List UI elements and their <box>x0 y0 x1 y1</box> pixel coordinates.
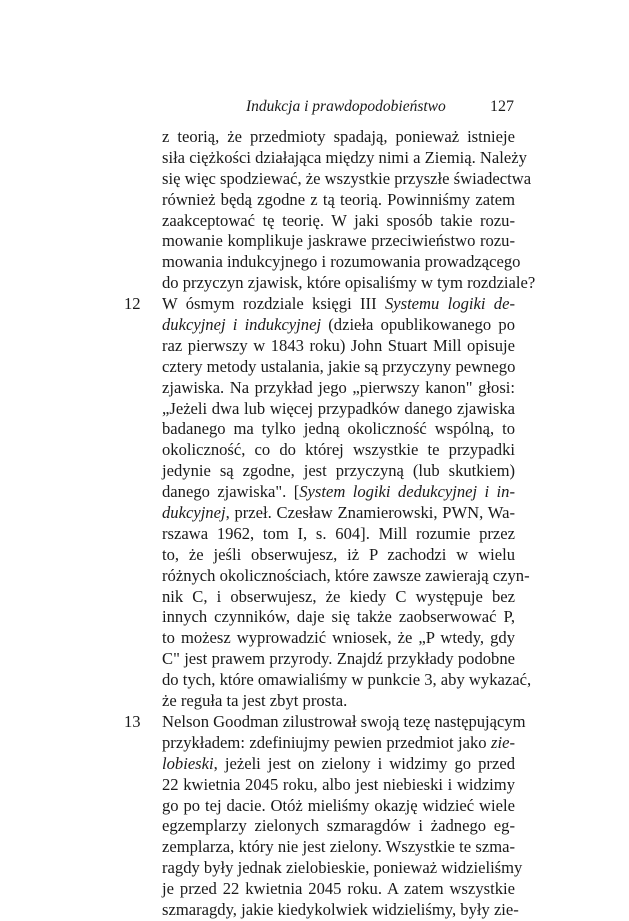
text-line <box>162 754 515 775</box>
text-line <box>162 482 515 503</box>
text-line <box>162 190 515 211</box>
text-run: je przed 22 kwietnia 2045 roku. A zatem wszystkie <box>162 879 515 899</box>
text-line <box>162 252 521 273</box>
text-line <box>162 147 527 169</box>
text-run: go po tej dacie. Otóż mieliśmy okazję widzieć wiele <box>162 795 515 815</box>
text-line <box>162 879 515 900</box>
text-run: mowanie komplikuje jaskrawe przeciwieństwo rozu- <box>162 231 515 251</box>
text-line <box>162 503 515 524</box>
text-line <box>162 649 515 670</box>
text-run: „Jeżeli dwa lub więcej przypadków danego zjawiska <box>162 398 515 418</box>
italic-text: lobieski <box>162 753 214 773</box>
text-run: również będą zgodne z tą teorią. Powinniśmy zatem <box>162 189 515 209</box>
text-line <box>162 899 519 921</box>
text-run: szmaragdy, jakie kiedykolwiek widzieliśmy, były zie- <box>162 899 519 919</box>
running-head <box>162 98 514 122</box>
running-title: Indukcja i prawdopodobieństwo <box>246 98 446 115</box>
text-run: okoliczność, co do której wszystkie te przypadki <box>162 440 515 460</box>
text-run: C" jest prawem przyrody. Znajdź przykłady podobne <box>162 649 515 669</box>
text-line <box>162 796 515 817</box>
text-run: ragdy były jednak zielobieskie, ponieważ widzieliśmy <box>162 858 523 878</box>
text-run: zaakceptować tę teorię. W jaki sposób takie rozu- <box>162 210 515 230</box>
italic-text: Systemu logiki de- <box>384 294 515 314</box>
text-line <box>162 837 515 858</box>
text-run: danego zjawiska". [ <box>162 482 300 502</box>
text-line <box>162 524 515 545</box>
text-line <box>162 127 515 148</box>
text-line <box>162 545 515 566</box>
text-run: egzemplarzy zielonych szmaragdów i żadnego eg- <box>162 816 515 836</box>
text-line <box>162 168 532 190</box>
text-run: nik C, i obserwujesz, że kiedy C występuje bez <box>162 586 515 606</box>
note-number: 12 <box>124 294 141 314</box>
text-run: , przeł. Czesław Znamierowski, PWN, Wa- <box>225 503 515 523</box>
text-line <box>162 378 515 399</box>
text-line <box>162 816 515 837</box>
text-line <box>162 775 515 796</box>
page-number: 127 <box>490 98 514 115</box>
text-run: rszawa 1962, tom I, s. 604]. Mill rozumie przez <box>162 523 515 543</box>
numbered-note-13 <box>124 711 526 921</box>
italic-text: zie- <box>491 732 515 752</box>
text-line <box>162 858 523 879</box>
text-line <box>162 399 515 420</box>
text-run: różnych okolicznościach, które zawsze zawierają czyn- <box>162 565 530 585</box>
text-run: 22 kwietnia 2045 roku, albo jest niebieski i widzimy <box>162 774 515 794</box>
text-line <box>162 711 526 733</box>
text-line <box>162 273 536 294</box>
text-run: Nelson Goodman zilustrował swoją tezę następującym <box>162 711 526 731</box>
text-run: W ósmym rozdziale księgi III <box>162 294 385 314</box>
text-line <box>162 670 532 691</box>
text-line <box>162 565 530 587</box>
text-run: to możesz wyprowadzić wniosek, że „P wtedy, gdy <box>162 628 515 648</box>
text-line <box>162 419 515 440</box>
text-line <box>162 336 515 357</box>
text-run: jedynie są zgodne, jest przyczyną (lub skutkiem) <box>162 461 515 481</box>
text-line <box>162 461 515 482</box>
text-line <box>162 440 515 461</box>
text-line <box>162 357 515 378</box>
text-run: do tych, które omawialiśmy w punkcie 3, aby wykazać, <box>162 670 532 690</box>
text-run: raz pierwszy w 1843 roku) John Stuart Mill opisuje <box>162 335 515 355</box>
text-run: do przyczyn zjawisk, które opisaliśmy w tym rozdziale? <box>162 273 536 293</box>
text-line <box>162 294 515 315</box>
text-run: się więc spodziewać, że wszystkie przyszłe świadectwa <box>162 168 532 188</box>
text-run: innych czynników, daje się także zaobserwować P, <box>162 607 515 627</box>
note-number: 13 <box>124 711 141 731</box>
numbered-note-12 <box>124 294 532 712</box>
text-run: że reguła ta jest zbyt prosta. <box>162 691 348 711</box>
italic-text: dukcyjnej i indukcyjnej <box>162 315 322 335</box>
text-run: przykładem: zdefiniujmy pewien przedmiot jako <box>162 732 492 752</box>
text-run: zjawiska. Na przykład jego „pierwszy kanon" głosi: <box>162 377 515 397</box>
text-run: mowania indukcyjnego i rozumowania prowadzącego <box>162 252 521 272</box>
text-line <box>162 733 515 754</box>
italic-text: dukcyjnej <box>162 503 226 523</box>
text-line <box>162 231 515 252</box>
body-text <box>124 127 536 921</box>
italic-text: System logiki dedukcyjnej i in- <box>299 482 515 502</box>
text-line <box>162 628 515 649</box>
text-run: z teorią, że przedmioty spadają, ponieważ istnieje <box>162 127 515 146</box>
text-run: zemplarza, który nie jest zielony. Wszystkie te szma- <box>162 837 515 857</box>
text-line <box>162 211 515 232</box>
text-line <box>162 607 515 628</box>
text-line <box>162 315 515 336</box>
text-line <box>162 691 515 712</box>
text-run: badanego ma tylko jedną okoliczność wspólną, to <box>162 419 515 439</box>
text-run: cztery metody ustalania, jakie są przyczyny pewnego <box>162 356 516 376</box>
paragraph-continuation <box>162 127 536 294</box>
text-run: (dzieła opublikowanego po <box>321 315 515 335</box>
text-line <box>162 587 515 608</box>
text-run: , jeżeli jest on zielony i widzimy go przed <box>213 753 515 773</box>
text-run: to, że jeśli obserwujesz, iż P zachodzi w wielu <box>162 544 515 564</box>
text-run: siła ciężkości działająca między nimi a Ziemią. Należy <box>162 147 527 167</box>
